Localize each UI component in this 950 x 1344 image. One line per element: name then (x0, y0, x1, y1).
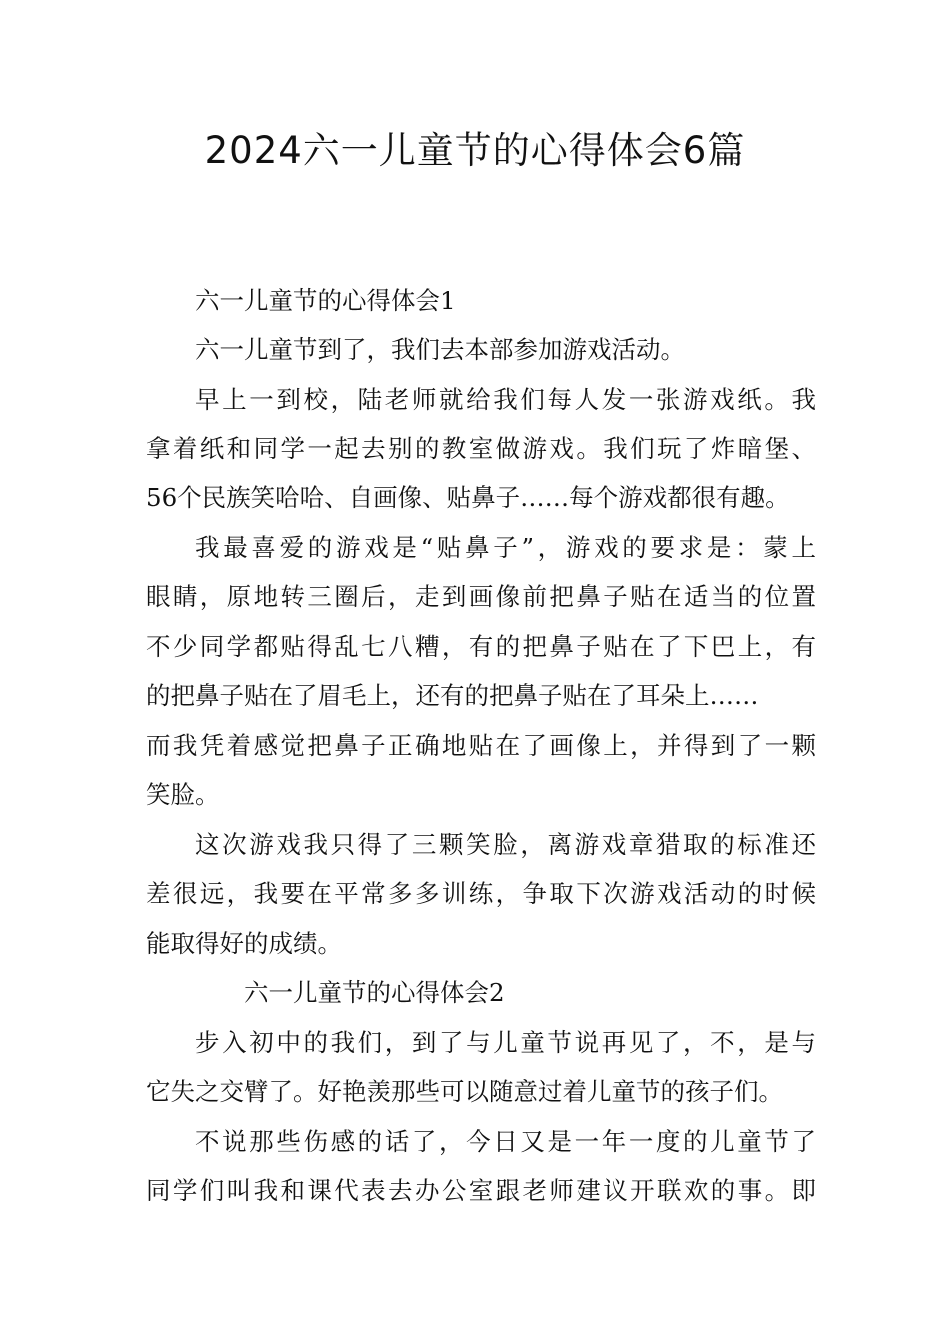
paragraph-line: 这次游戏我只得了三颗笑脸，离游戏章猎取的标准还 (195, 830, 816, 859)
paragraph-line: 56个民族笑哈哈、自画像、贴鼻子……每个游戏都很有趣。 (146, 483, 790, 512)
paragraph-line: 的把鼻子贴在了眉毛上，还有的把鼻子贴在了耳朵上…… (146, 681, 759, 710)
paragraph-line: 差很远，我要在平常多多训练，争取下次游戏活动的时候 (146, 879, 816, 908)
paragraph-line: 不少同学都贴得乱七八糟，有的把鼻子贴在了下巴上，有 (146, 632, 816, 661)
section-heading-1: 六一儿童节的心得体会1 (195, 286, 456, 315)
paragraph-line: 能取得好的成绩。 (146, 929, 342, 958)
paragraph-line: 笑脸。 (146, 780, 220, 809)
document-title: 2024六一儿童节的心得体会6篇 (204, 129, 746, 172)
paragraph-line: 眼睛，原地转三圈后，走到画像前把鼻子贴在适当的位置 (146, 582, 816, 611)
paragraph-line: 同学们叫我和课代表去办公室跟老师建议开联欢的事。即 (146, 1176, 816, 1205)
paragraph-line: 六一儿童节到了，我们去本部参加游戏活动。 (195, 335, 685, 364)
paragraph-line: 拿着纸和同学一起去别的教室做游戏。我们玩了炸暗堡、 (146, 434, 816, 463)
paragraph-line: 不说那些伤感的话了，今日又是一年一度的儿童节了 (195, 1127, 816, 1156)
paragraph-line: 我最喜爱的游戏是“贴鼻子”，游戏的要求是：蒙上 (195, 533, 816, 562)
paragraph-line: 步入初中的我们，到了与儿童节说再见了，不，是与 (195, 1028, 816, 1057)
section-heading-2: 六一儿童节的心得体会2 (244, 978, 505, 1007)
paragraph-line: 而我凭着感觉把鼻子正确地贴在了画像上，并得到了一颗 (146, 731, 816, 760)
paragraph-line: 它失之交臂了。好艳羡那些可以随意过着儿童节的孩子们。 (146, 1077, 783, 1106)
paragraph-line: 早上一到校，陆老师就给我们每人发一张游戏纸。我 (195, 385, 816, 414)
